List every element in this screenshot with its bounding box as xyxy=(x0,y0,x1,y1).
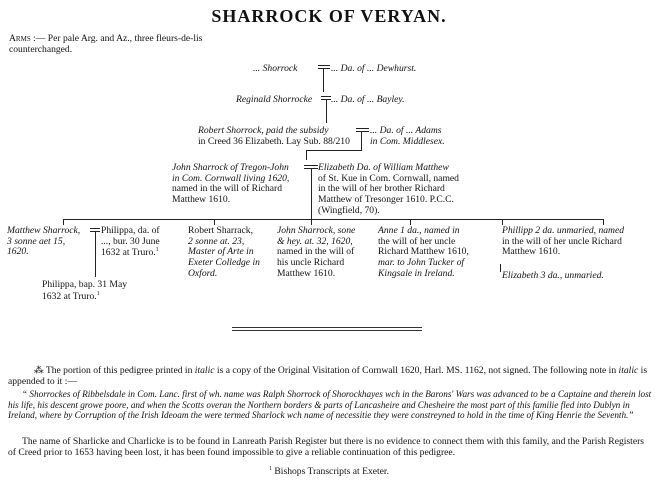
child-robert-line5: Oxford. xyxy=(188,267,218,279)
gen4-husband-line4: Matthew 1610. xyxy=(172,194,231,206)
gen3-husband-line1: Robert Shorrock, paid the subsidy xyxy=(198,125,329,136)
marriage-mark-4 xyxy=(304,165,318,166)
arms-label: Arms :— xyxy=(9,33,46,44)
gen3-wife xyxy=(370,126,445,147)
child-robert-line1: Robert Sharrack, xyxy=(188,225,254,236)
gen4-husband-line1: John Sharrock of Tregon-John xyxy=(172,162,289,173)
footnote xyxy=(0,466,658,477)
gen3-husband-line2: in Creed 36 Elizabeth. Lay Sub. 88/210 xyxy=(198,135,350,147)
descent-line-1 xyxy=(323,68,324,92)
marriage-mark-1b xyxy=(318,68,330,69)
child-john-line4: his uncle Richard xyxy=(277,257,345,269)
child-anne xyxy=(378,226,490,280)
separator-bottom xyxy=(232,330,422,331)
gen4-wife-line2: of St. Kue in Com. Cornwall, named xyxy=(318,172,459,184)
philippa-wife-line1: Philippa, da. of xyxy=(101,225,160,236)
child-robert-line4: Exeter Colledge in xyxy=(188,257,260,269)
footnote-number: 1 xyxy=(269,466,272,472)
child-phillipp-line1: Phillipp 2 da. unmaried, named xyxy=(502,225,625,236)
child-robert-line3: Master of Arte in xyxy=(188,246,254,258)
gen3-husband xyxy=(198,126,360,147)
page-title: SHARROCK OF VERYAN. xyxy=(211,6,447,26)
child-john-line5: Matthew 1610. xyxy=(277,267,336,279)
child-anne-line3: Richard Matthew 1610, xyxy=(378,246,469,258)
footnote-text: Bishops Transcripts at Exeter. xyxy=(274,466,389,478)
gen2-husband: Reginald Shorrocke xyxy=(236,94,313,105)
child-john-line1: John Sharrock, sone xyxy=(277,225,356,236)
gen4-wife xyxy=(318,163,518,217)
gen1-wife: ... Da. of ... Dewhurst. xyxy=(331,63,417,74)
arms-block xyxy=(9,34,249,55)
marriage-mark-3b xyxy=(356,131,369,132)
philippa-wife-line2: ..., bur. 30 June xyxy=(101,235,160,247)
gen4-wife-line1: Elizabeth Da. of William Matthew xyxy=(318,162,449,173)
note-paragraph-1: ⁂ The portion of this pedigree printed in italic is a copy of the Original Visitation of Cornwall 1620, Harl. MS. 1162, not signed. The following note in italic is appended to it :— xyxy=(8,365,648,388)
sibling-line xyxy=(500,264,501,272)
child-phillipp-line3: Matthew 1610. xyxy=(502,246,561,258)
separator-top xyxy=(232,327,422,328)
gen4-wife-line3: in the will of her brother Richard xyxy=(318,183,445,195)
child-robert xyxy=(188,226,278,280)
note-quote: “ Shorrockes of Ribbelsdale in Com. Lanc. first of wh. name was Ralph Shorrock of Shorockhayes wch in the Barons' Wars was advanced to be a Captaine and therein lost his life, his descent growe poore, and when the Scotts overan the Northern borders & parts of Lancasheire and Chesheire the most part of this familie fled into Dublyn in Ireland, where by Corruption of the Irish Ideoam the were termed Sharlock wch name of necessitie they were constreyned to hold in the time of King Henrie the Seventh.” xyxy=(8,389,652,421)
gen4-wife-line4: Matthew of Tresonger 1610. P.C.C. xyxy=(318,194,454,206)
descent-line-3 xyxy=(306,150,307,160)
philippa-wife-line3: 1632 at Truro.$^1$ xyxy=(101,247,159,259)
philippa-child-line2: 1632 at Truro.$^1$ xyxy=(42,290,100,302)
child-anne-line1: Anne 1 da., named in xyxy=(378,225,460,236)
gen2-wife: ... Da. of ... Bayley. xyxy=(331,94,405,105)
child-matthew-line2: 3 sonne aet 15, xyxy=(7,235,66,247)
child-john-line2: & hey. at. 32, 1620, xyxy=(277,235,353,247)
arms-text: Per pale Arg. and Az., three fleurs-de-lis counterchanged. xyxy=(9,33,203,55)
gen1-husband: ... Shorrock xyxy=(253,63,298,74)
child-john-line3: named in the will of xyxy=(277,246,355,258)
child-elizabeth: Elizabeth 3 da., unmaried. xyxy=(502,270,604,281)
marriage-mark-3 xyxy=(356,128,369,129)
child-anne-line2: the will of her uncle xyxy=(378,235,456,247)
child-phillipp-line2: in the will of her uncle Richard xyxy=(502,235,622,247)
philippa-child xyxy=(42,280,162,303)
footnote-ref: 1 xyxy=(96,290,100,297)
child-anne-line4: mar. to John Tucker of xyxy=(378,257,465,269)
philippa-wife xyxy=(101,226,191,259)
marriage-mark-5 xyxy=(90,228,100,229)
child-phillipp xyxy=(502,226,654,258)
asterism-icon: ⁂ xyxy=(34,365,46,376)
child-matthew-line3: 1620. xyxy=(7,246,29,258)
child-matthew xyxy=(7,226,97,258)
descent-line-5 xyxy=(95,231,96,277)
descent-line-3b xyxy=(306,150,362,151)
footnote-ref: 1 xyxy=(155,247,159,254)
child-anne-line5: Kingsale in Ireland. xyxy=(378,267,455,279)
child-matthew-line1: Matthew Sharrock, xyxy=(7,225,81,236)
marriage-mark-2 xyxy=(321,96,331,97)
gen4-husband xyxy=(172,163,314,206)
descent-line-2 xyxy=(326,99,327,123)
child-robert-line2: 2 sonne at. 23, xyxy=(188,235,245,247)
gen3-wife-line1: ... Da. of ... Adams xyxy=(370,125,442,136)
marriage-mark-1 xyxy=(318,65,330,66)
children-bar xyxy=(63,219,603,220)
gen4-husband-line3: named in the will of Richard xyxy=(172,183,283,195)
gen4-husband-line2: in Com. Cornwall living 1620, xyxy=(172,172,290,184)
philippa-child-line1: Philippa, bap. 31 May xyxy=(42,279,128,290)
gen3-wife-line2: in Com. Middlesex. xyxy=(370,135,445,147)
descent-line-3c xyxy=(361,131,362,151)
gen4-wife-line5: (Wingfield, 70). xyxy=(318,204,380,216)
descent-line-4 xyxy=(311,168,312,220)
note-paragraph-2: The name of Sharlicke and Charlicke is to be found in Lanreath Parish Register but there is no evidence to connect them with this family, and the Parish Registers of Creed prior to 1653 having been lost, it has been found impossible to give a reliable continuation of this pedigree. xyxy=(8,436,645,459)
child-john xyxy=(277,226,373,280)
